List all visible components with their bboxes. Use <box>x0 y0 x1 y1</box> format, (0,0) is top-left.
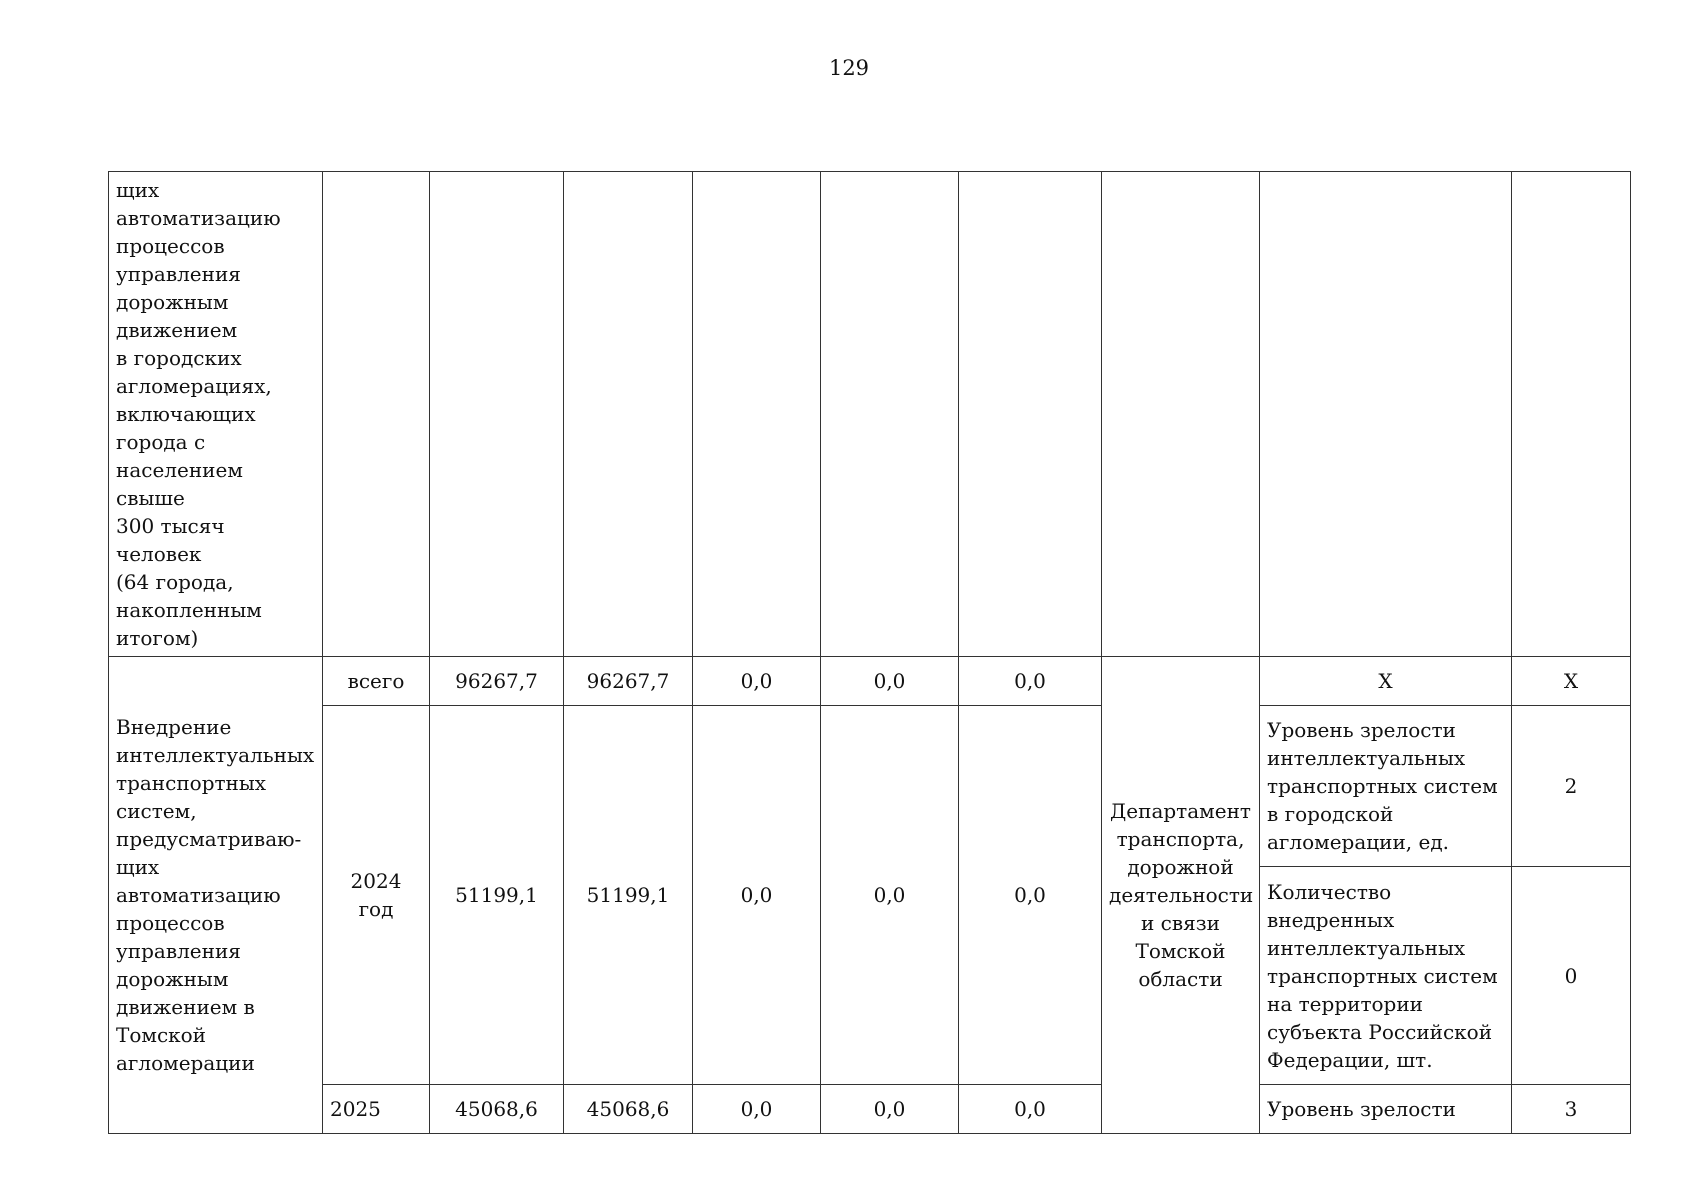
local-cell: 0,0 <box>821 1085 959 1134</box>
extra-cell: 0,0 <box>959 706 1102 1085</box>
table-row-total <box>109 657 1631 706</box>
indicator-value: 3 <box>1512 1085 1631 1134</box>
total-cell: 51199,1 <box>430 706 564 1085</box>
regional-cell: 0,0 <box>693 1085 821 1134</box>
total-cell: 96267,7 <box>430 657 564 706</box>
empty-cell <box>564 172 693 657</box>
indicator-name: Уровень зрелости интеллектуальных транспортных систем в городской агломерации, ед. <box>1260 706 1512 867</box>
extra-cell: 0,0 <box>959 1085 1102 1134</box>
local-cell: 0,0 <box>821 706 959 1085</box>
regional-cell: 0,0 <box>693 657 821 706</box>
federal-cell: 96267,7 <box>564 657 693 706</box>
empty-cell <box>1260 172 1512 657</box>
indicator-value: X <box>1512 657 1631 706</box>
regional-cell: 0,0 <box>693 706 821 1085</box>
period-cell: 2025 <box>323 1085 430 1134</box>
indicator-value: 0 <box>1512 867 1631 1085</box>
program-measures-table <box>108 171 1631 1134</box>
federal-cell: 51199,1 <box>564 706 693 1085</box>
measure-name: Внедрение интеллектуальных транспортных систем, предусматриваю- щих автоматизацию процессов управления дорожным движением в Томской агломерации <box>109 657 323 1134</box>
indicator-name: Уровень зрелости <box>1260 1085 1512 1134</box>
table-row-continued <box>109 172 1631 657</box>
page-number: 129 <box>828 56 870 80</box>
indicator-value: 2 <box>1512 706 1631 867</box>
empty-cell <box>323 172 430 657</box>
empty-cell <box>430 172 564 657</box>
responsible-executor: Департамент транспорта, дорожной деятельности и связи Томской области <box>1102 657 1260 1134</box>
table-row-2024 <box>109 706 1631 867</box>
measure-name-continued: щих автоматизацию процессов управления дорожным движением в городских агломерациях, включающих города с населением свыше 300 тысяч человек (64 города, накопленным итогом) <box>109 172 323 657</box>
empty-cell <box>1512 172 1631 657</box>
table-row-2025 <box>109 1085 1631 1134</box>
period-cell: всего <box>323 657 430 706</box>
total-cell: 45068,6 <box>430 1085 564 1134</box>
indicator-name: X <box>1260 657 1512 706</box>
federal-cell: 45068,6 <box>564 1085 693 1134</box>
extra-cell: 0,0 <box>959 657 1102 706</box>
indicator-name: Количество внедренных интеллектуальных транспортных систем на территории субъекта Российской Федерации, шт. <box>1260 867 1512 1085</box>
empty-cell <box>1102 172 1260 657</box>
empty-cell <box>693 172 821 657</box>
empty-cell <box>959 172 1102 657</box>
period-cell: 2024 год <box>323 706 430 1085</box>
local-cell: 0,0 <box>821 657 959 706</box>
empty-cell <box>821 172 959 657</box>
